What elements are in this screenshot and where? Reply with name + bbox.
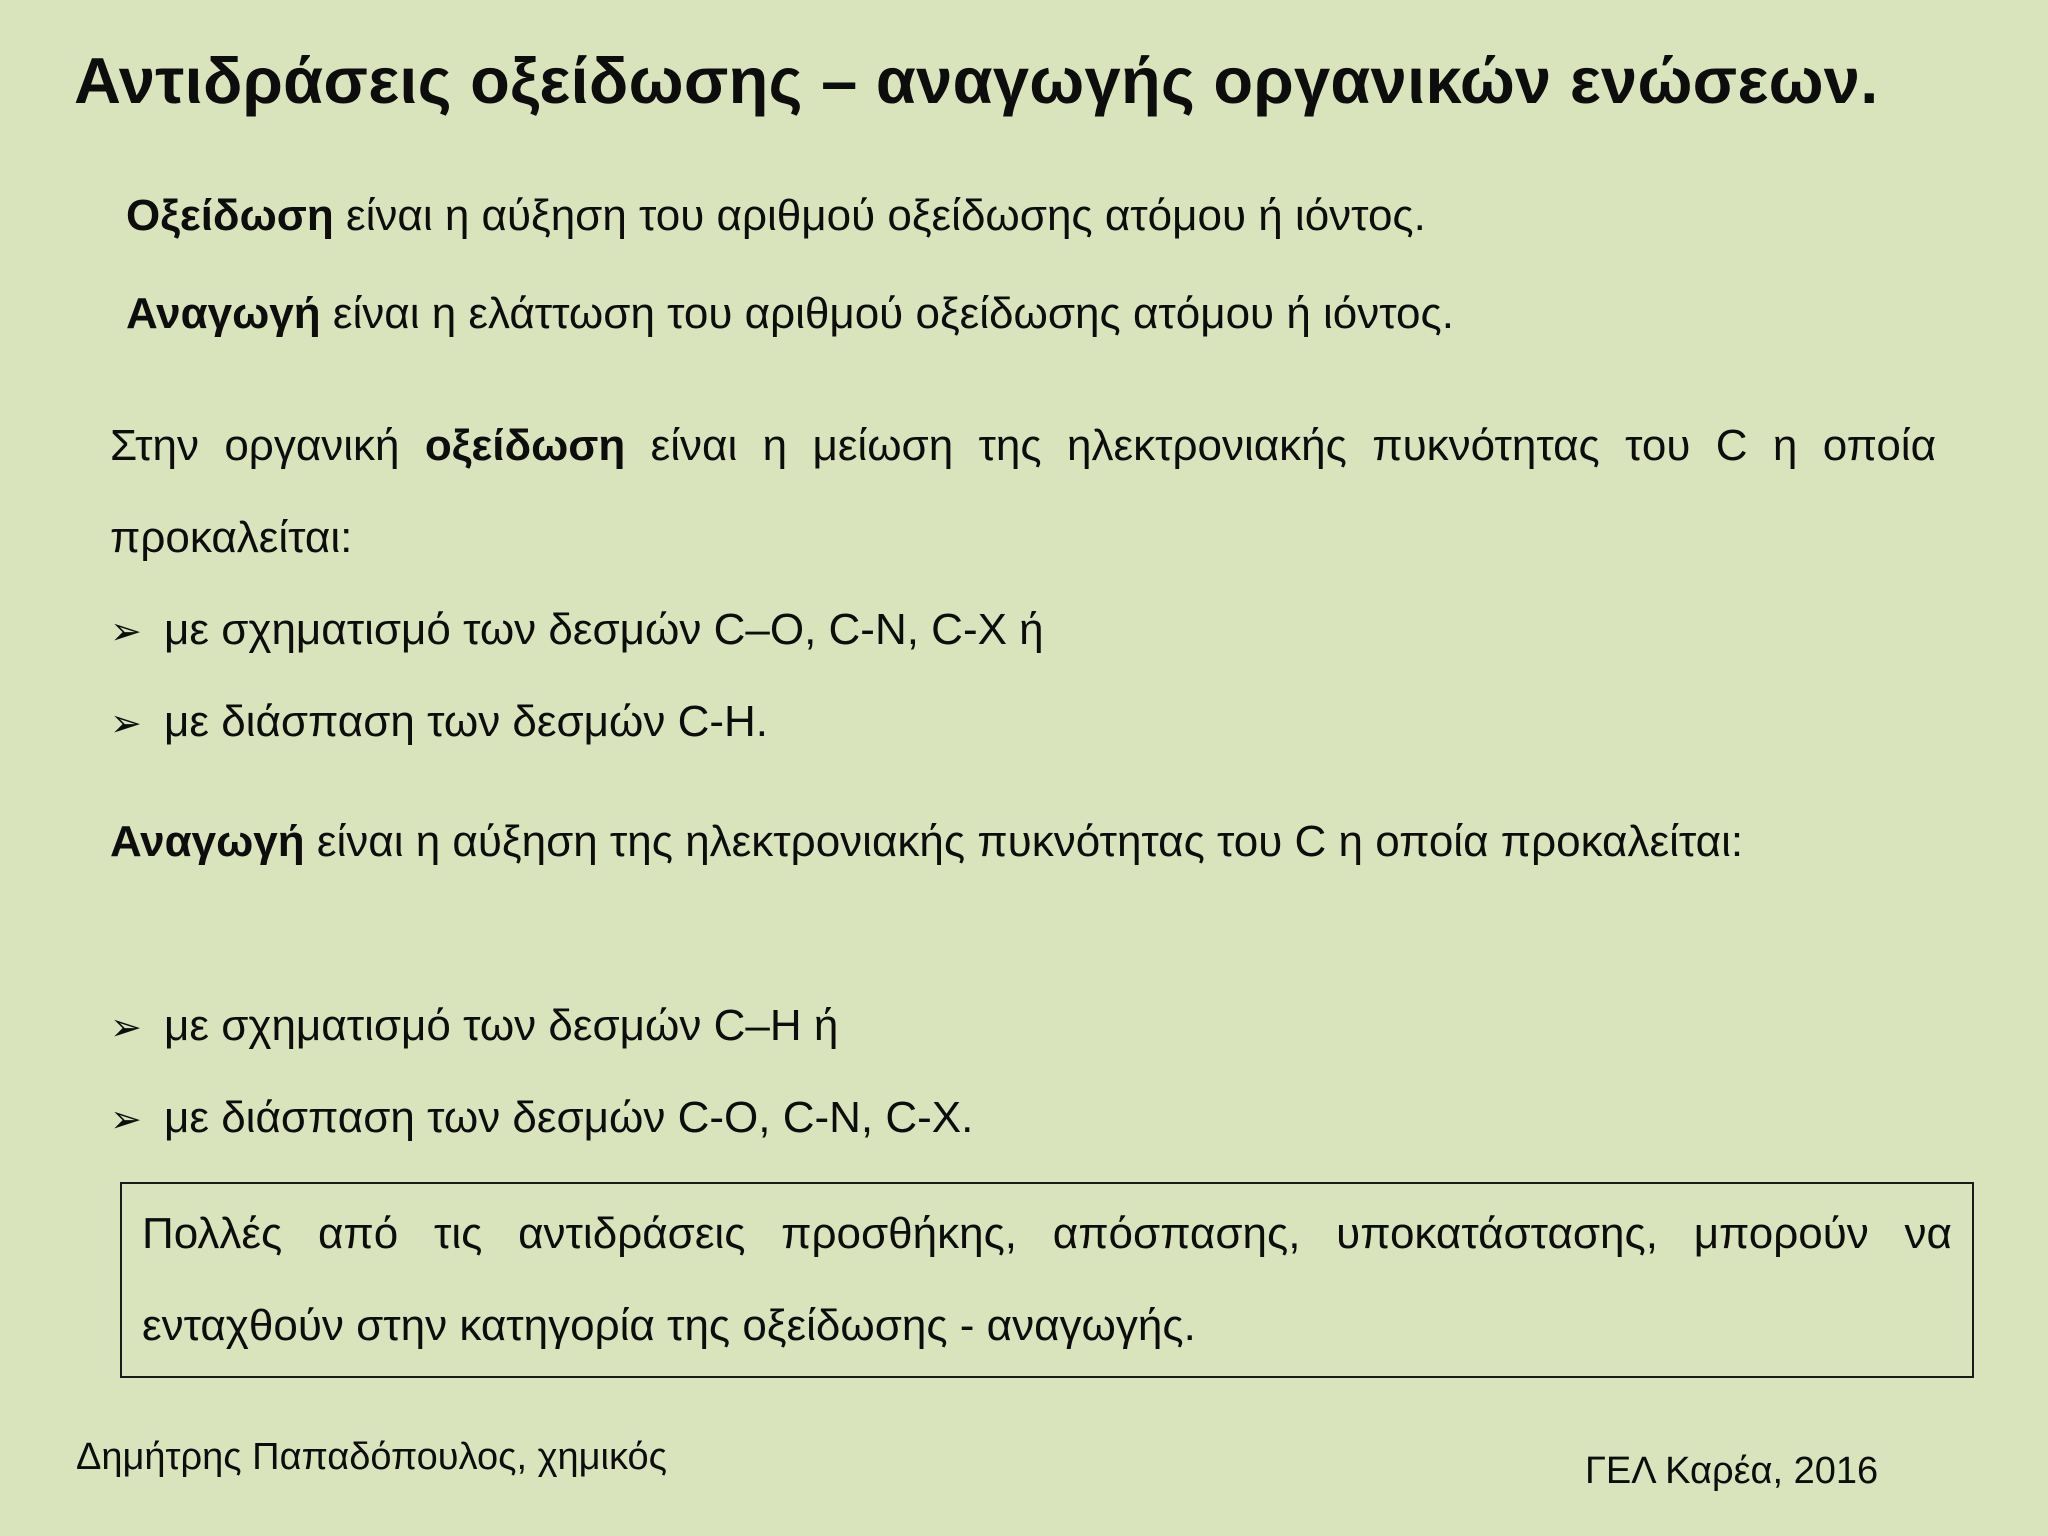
organic-oxidation-term: οξείδωση xyxy=(424,421,626,470)
organic-reduction-paragraph xyxy=(110,796,1936,888)
list-item-text: με σχηματισμό των δεσμών C–H ή xyxy=(164,1001,839,1050)
definition-oxidation-term: Οξείδωση xyxy=(126,191,334,240)
organic-reduction-term: Αναγωγή xyxy=(110,817,305,866)
note-text: Πολλές από τις αντιδράσεις προσθήκης, απόσπασης, υποκατάστασης, μπορούν να ενταχθούν στην κατηγορία της οξείδωσης - αναγωγής. xyxy=(142,1209,1952,1350)
definition-reduction xyxy=(126,284,1454,344)
footer-school-year: ΓΕΛ Καρέα, 2016 xyxy=(1585,1450,1879,1492)
definition-oxidation-text: είναι η αύξηση του αριθμού οξείδωσης ατόμου ή ιόντος. xyxy=(333,191,1426,240)
list-item-text: με διάσπαση των δεσμών C-H. xyxy=(164,697,769,746)
organic-oxidation-intro-after: είναι η μείωση της ηλεκτρονιακής πυκνότητας του C η οποία προκαλείται: xyxy=(110,421,1937,562)
list-item-text: με διάσπαση των δεσμών C-O, C-N, C-X. xyxy=(164,1093,974,1142)
note-box xyxy=(120,1182,1974,1378)
definition-oxidation xyxy=(126,186,1426,246)
list-item xyxy=(110,1088,973,1150)
list-item xyxy=(110,600,1044,662)
organic-oxidation-paragraph xyxy=(110,400,1936,584)
arrow-bullet-icon: ➢ xyxy=(110,703,142,745)
organic-reduction-intro-after: είναι η αύξηση της ηλεκτρονιακής πυκνότητας του C η οποία προκαλείται: xyxy=(304,817,1744,866)
arrow-bullet-icon: ➢ xyxy=(110,611,142,653)
list-item xyxy=(110,996,838,1058)
list-item-text: με σχηματισμό των δεσμών C–O, C-N, C-X ή xyxy=(164,605,1044,654)
list-item xyxy=(110,692,768,754)
definition-reduction-term: Αναγωγή xyxy=(126,289,321,338)
arrow-bullet-icon: ➢ xyxy=(110,1007,142,1049)
arrow-bullet-icon: ➢ xyxy=(110,1099,142,1141)
page-title: Αντιδράσεις οξείδωσης – αναγωγής οργανικών ενώσεων. xyxy=(74,44,1879,117)
organic-oxidation-intro-before: Στην οργανική xyxy=(110,421,425,470)
definition-reduction-text: είναι η ελάττωση του αριθμού οξείδωσης ατόμου ή ιόντος. xyxy=(320,289,1454,338)
footer-author: Δημήτρης Παπαδόπουλος, χημικός xyxy=(76,1436,667,1478)
